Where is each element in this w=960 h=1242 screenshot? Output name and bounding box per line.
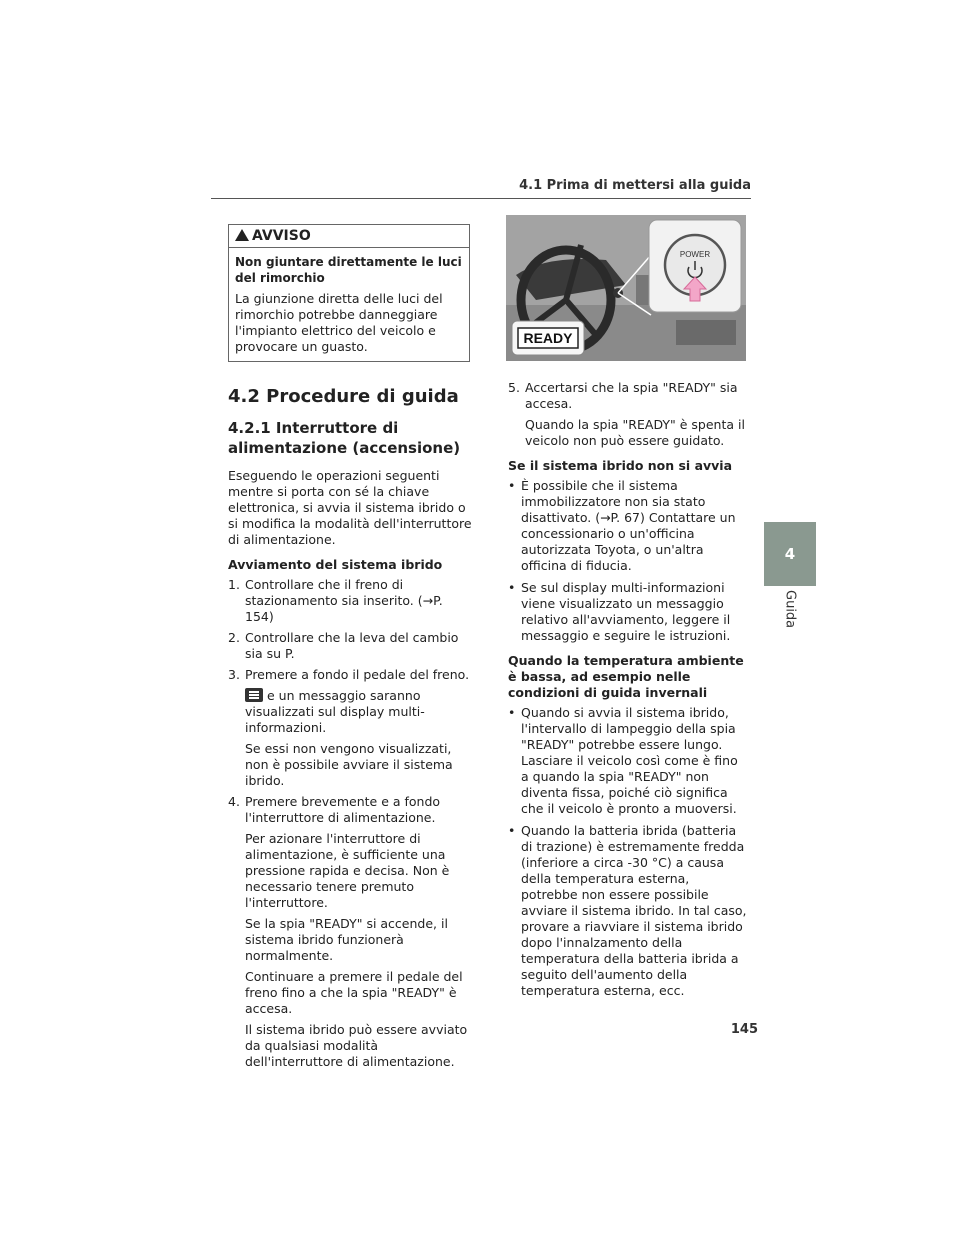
step-4-note-1: Per azionare l'interruttore di alimentazione, è sufficiente una pressione rapida e decisa. Non è necessario tenere premuto l'interruttore. xyxy=(245,831,450,910)
step-5-note: Quando la spia "READY" è spenta il veicolo non può essere guidato. xyxy=(525,417,745,448)
cold-heading: Quando la temperatura ambiente è bassa, ad esempio nelle condizioni di guida invernali xyxy=(508,653,744,700)
step-4-note-2: Se la spia "READY" si accende, il sistema ibrido funzionerà normalmente. xyxy=(245,916,448,963)
start-heading: Avviamento del sistema ibrido xyxy=(228,557,443,572)
warning-title: Non giuntare direttamente le luci del rimorchio xyxy=(235,255,462,285)
ready-indicator-label: READY xyxy=(523,330,573,346)
step-5: 5. Accertarsi che la spia "READY" sia accesa. xyxy=(508,380,738,411)
header-rule xyxy=(211,198,751,199)
subsection-title: 4.2.1 Interruttore di alimentazione (accensione) xyxy=(228,419,461,457)
dashboard-illustration xyxy=(506,215,746,361)
step-3: 3. Premere a fondo il pedale del freno. xyxy=(228,667,470,682)
dashboard-svg xyxy=(506,215,746,361)
left-column xyxy=(228,224,473,1075)
right-column xyxy=(508,380,748,1005)
step-1: 1. Controllare che il freno di stazionamento sia inserito. (→P. 154) xyxy=(228,577,443,624)
not-start-bullet-1: • È possibile che il sistema immobilizzatore non sia stato disattivato. (→P. 67) Contattare un concessionario o un'officina autorizzata Toyota, o un'altra officina di fiducia. xyxy=(508,478,736,573)
warning-icon xyxy=(235,229,249,241)
warning-text: La giunzione diretta delle luci del rimorchio potrebbe danneggiare l'impianto elettrico del veicolo e provocare un guasto. xyxy=(235,291,443,354)
step-3-note-1: e un messaggio saranno visualizzati sul display multi-informazioni. xyxy=(245,688,425,735)
step-2: 2. Controllare che la leva del cambio sia su P. xyxy=(228,630,459,661)
chapter-tab[interactable]: 4 xyxy=(764,522,816,586)
running-header: 4.1 Prima di mettersi alla guida xyxy=(519,178,751,193)
step-4-note-4: Il sistema ibrido può essere avviato da qualsiasi modalità dell'interruttore di alimentazione. xyxy=(245,1022,468,1069)
cold-bullet-1: • Quando si avvia il sistema ibrido, l'intervallo di lampeggio della spia "READY" potrebbe essere lungo. Lasciare il veicolo così come è fino a quando la spia "READY" non diventa fissa, poiché ciò significa che il veicolo è pronto a muoversi. xyxy=(508,705,738,816)
warning-heading: AVVISO xyxy=(229,225,469,248)
chapter-tab-label: Guida xyxy=(782,590,798,629)
warning-box xyxy=(228,224,470,362)
page-number: 145 xyxy=(730,1022,758,1037)
cold-bullet-2: • Quando la batteria ibrida (batteria di trazione) è estremamente fredda (inferiore a circa -30 °C) a causa della temperatura esterna, potrebbe non essere possibile avviare il sistema ibrido. In tal caso, provare a riavviare il sistema ibrido dopo l'innalzamento della temperatura della batteria ibrida a seguito dell'aumento della temperatura esterna, ecc. xyxy=(508,823,747,998)
intro-paragraph: Eseguendo le operazioni seguenti mentre si porta con sé la chiave elettronica, si avvia il sistema ibrido o si modifica la modalità dell'interruttore di alimentazione. xyxy=(228,468,472,547)
step-3-note-2: Se essi non vengono visualizzati, non è possibile avviare il sistema ibrido. xyxy=(245,741,453,788)
power-button-label: POWER xyxy=(679,250,711,259)
not-start-bullet-2: • Se sul display multi-informazioni viene visualizzato un messaggio relativo all'avviamento, leggere il messaggio e seguire le istruzioni. xyxy=(508,580,731,643)
section-title: 4.2 Procedure di guida xyxy=(228,386,459,407)
not-start-heading: Se il sistema ibrido non si avvia xyxy=(508,458,733,473)
step-4: 4. Premere brevemente e a fondo l'interruttore di alimentazione. xyxy=(228,794,441,825)
step-4-note-3: Continuare a premere il pedale del freno fino a che la spia "READY" è accesa. xyxy=(245,969,463,1016)
brake-indicator-icon xyxy=(245,688,263,702)
